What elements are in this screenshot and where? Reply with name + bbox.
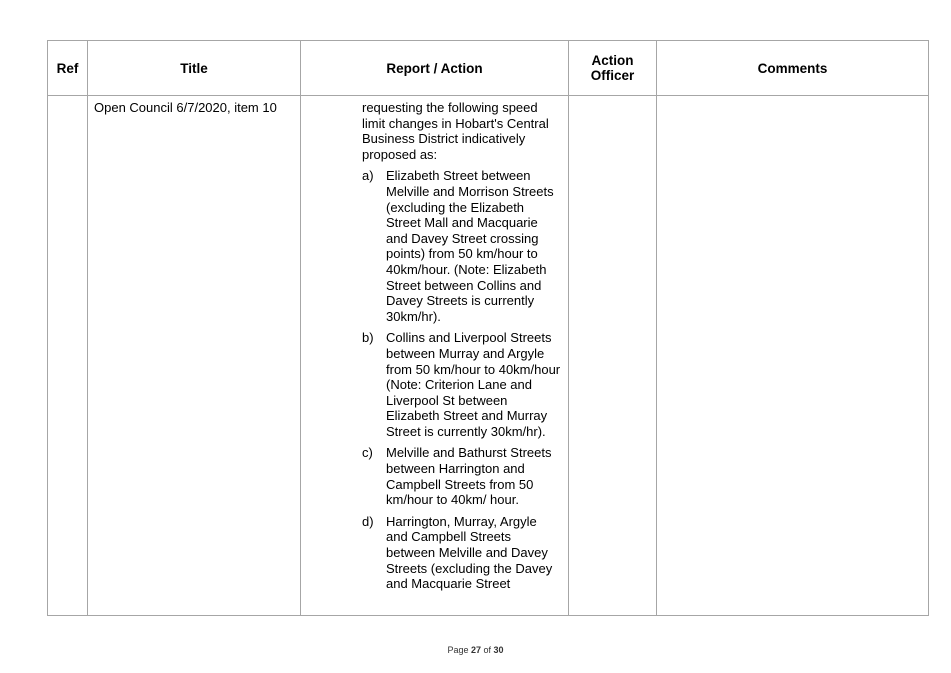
header-title: Title xyxy=(88,41,301,96)
page-total: 30 xyxy=(493,645,504,655)
list-item xyxy=(362,330,562,439)
header-comments: Comments xyxy=(657,41,929,96)
table-row xyxy=(48,96,929,616)
list-item xyxy=(362,168,562,324)
list-item-text: Elizabeth Street between Melville and Morrison Streets (excluding the Elizabeth Street Mall and Macquarie and Davey Street crossing points) from 50 km/hour to 40km/hour. (Note: Elizabeth Street between Collins and Davey Streets is currently 30km/hr). xyxy=(386,168,554,324)
header-action-officer-line2: Officer xyxy=(590,68,635,83)
header-action-officer-line1: Action xyxy=(591,53,634,68)
list-item-text: Collins and Liverpool Streets between Murray and Argyle from 50 km/hour to 40km/hour (Note: Criterion Lane and Liverpool St between Elizabeth Street and Murray Street is currently 30km/hr). xyxy=(386,330,561,439)
header-ref: Ref xyxy=(48,41,88,96)
list-item-label: c) xyxy=(362,445,373,461)
list-item xyxy=(362,445,562,507)
list-item-text: Harrington, Murray, Argyle and Campbell Streets between Melville and Davey Streets (excluding the Davey and Macquarie Street xyxy=(386,513,553,592)
page-current: 27 xyxy=(470,645,481,655)
cell-title xyxy=(88,96,301,616)
cell-comments xyxy=(657,96,929,616)
header-report-action: Report / Action xyxy=(301,41,569,96)
cell-action-officer xyxy=(569,96,657,616)
report-intro: requesting the following speed limit changes in Hobart's Central Business District indicatively proposed as: xyxy=(362,100,549,162)
header-row xyxy=(48,41,929,96)
header-action-officer xyxy=(569,41,657,96)
list-item-label: d) xyxy=(362,513,374,529)
list-item xyxy=(362,514,562,592)
row-title: Open Council 6/7/2020, item 10 xyxy=(94,100,277,115)
page-footer xyxy=(0,645,951,655)
list-item-label: b) xyxy=(362,330,374,346)
page-of: of xyxy=(483,645,492,655)
page-prefix: Page xyxy=(447,645,469,655)
speed-limit-list xyxy=(362,168,562,591)
cell-ref xyxy=(48,96,88,616)
list-item-text: Melville and Bathurst Streets between Harrington and Campbell Streets from 50 km/hour to 40km/ hour. xyxy=(386,445,552,508)
list-item-label: a) xyxy=(362,168,374,184)
cell-report-action xyxy=(301,96,569,616)
minutes-table xyxy=(47,40,929,616)
